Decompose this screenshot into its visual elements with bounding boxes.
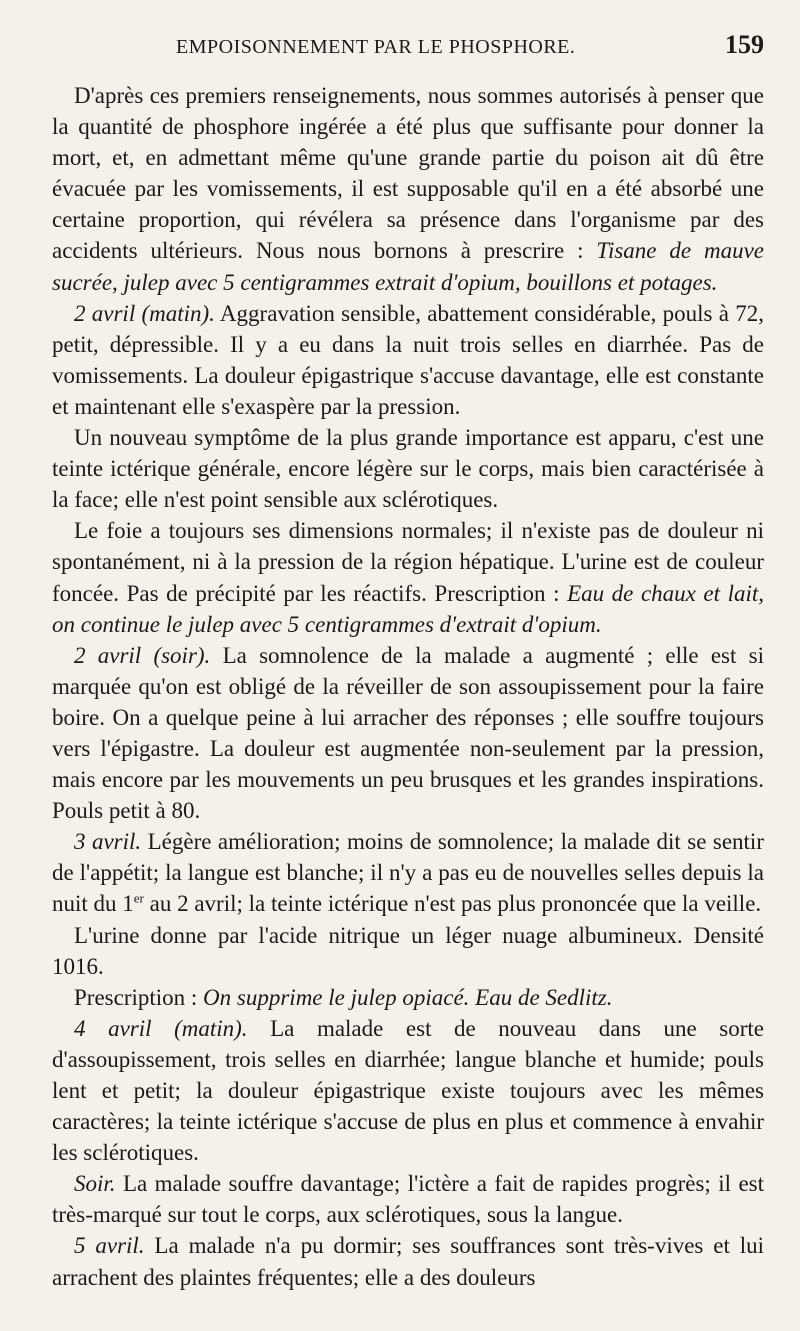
text-run: La malade souffre davantage; l'ictère a fait de rapides progrès; il est très-marqué sur tout le corps, aux sclérotiques, sous la langue. xyxy=(52,1171,764,1228)
paragraph xyxy=(52,640,764,827)
running-title: EMPOISONNEMENT PAR LE PHOSPHORE. xyxy=(176,36,576,58)
paragraph xyxy=(52,1230,764,1292)
text-run: Le foie a toujours ses dimensions normales; il n'existe pas de douleur ni spontanément, ni à la pression de la région hépatique. L'urine est de couleur foncée. Pas de précipité par les réactifs. Prescription : xyxy=(52,518,764,606)
italic-text: 3 avril. xyxy=(74,829,142,855)
text-run: Légère amélioration; moins de somnolence; la malade dit se sentir de l'appétit; la langue est blanche; il n'y a pas eu de nouvelles selles depuis la nuit du 1 xyxy=(52,829,764,917)
page-number: 159 xyxy=(725,30,764,59)
italic-text: Soir. xyxy=(74,1171,116,1197)
paragraph xyxy=(52,422,764,515)
text-run: D'après ces premiers renseignements, nous sommes autorisés à penser que la quantité de phosphore ingérée a été plus que suffisante pour donner la mort, et, en admettant même qu'une grande partie du poison ait dû être évacuée par les vomissements, il est supposable qu'il en a été absorbé une certaine proportion, qui révélera sa présence dans l'organisme par des accidents ultérieurs. Nous nous bornons à prescrire : xyxy=(52,83,764,264)
text-run: L'urine donne par l'acide nitrique un léger nuage albumineux. Densité 1016. xyxy=(52,922,764,979)
paragraph xyxy=(52,298,764,422)
paragraph xyxy=(52,826,764,919)
text-run: Un nouveau symptôme de la plus grande importance est apparu, c'est une teinte ictérique générale, encore légère sur le corps, mais bien caractérisée à la face; elle n'est point sensible aux sclérotiques. xyxy=(52,425,764,513)
page-header xyxy=(52,30,764,80)
italic-text: 5 avril. xyxy=(74,1233,145,1259)
text-run: au 2 avril; la teinte ictérique n'est pas plus prononcée que la veille. xyxy=(143,891,762,917)
text-run: Aggravation sensible, abattement considérable, pouls à 72, petit, dépressible. Il y a eu dans la nuit trois selles en diarrhée. Pas de vomissements. La douleur épigastrique s'accuse davantage, elle est constante et maintenant elle s'exaspère par la pression. xyxy=(52,300,764,419)
text-run: La somnolence de la malade a augmenté ; elle est si marquée qu'on est obligé de la réveiller de son assoupissement pour la faire boire. On a quelque peine à lui arracher des réponses ; elle souffre toujours vers l'épigastre. La douleur est augmentée non-seulement par la pression, mais encore par les mouvements un peu brusques et les grandes inspirations. Pouls petit à 80. xyxy=(52,642,764,824)
body-text xyxy=(52,80,764,1293)
italic-text: 2 avril (soir). xyxy=(74,642,211,668)
text-run: La malade est de nouveau dans une sorte d'assoupissement, trois selles en diarrhée; langue blanche et humide; pouls lent et petit; la douleur épigastrique existe toujours avec les mêmes caractères; la teinte ictérique s'accuse de plus en plus et commence à envahir les sclérotiques. xyxy=(52,1015,764,1166)
italic-text: 2 avril (matin). xyxy=(74,300,215,326)
italic-text: Tisane de mauve sucrée, julep avec 5 centigrammes extrait d'opium, bouillons et potages. xyxy=(52,238,764,295)
paragraph xyxy=(52,1013,764,1168)
italic-text: Eau de chaux et lait, on continue le julep avec 5 centigrammes d'extrait d'opium. xyxy=(52,580,764,637)
paragraph xyxy=(52,515,764,639)
italic-text: On supprime le julep opiacé. Eau de Sedlitz. xyxy=(203,984,613,1010)
paragraph xyxy=(52,982,764,1013)
paragraph xyxy=(52,920,764,982)
paragraph xyxy=(52,1168,764,1230)
text-run: La malade n'a pu dormir; ses souffrances sont très-vives et lui arrachent des plaintes fréquentes; elle a des douleurs xyxy=(52,1233,764,1290)
paragraph xyxy=(52,80,764,298)
superscript: er xyxy=(133,890,144,906)
italic-text: 4 avril (matin). xyxy=(74,1015,248,1041)
text-run: Prescription : xyxy=(74,984,204,1010)
